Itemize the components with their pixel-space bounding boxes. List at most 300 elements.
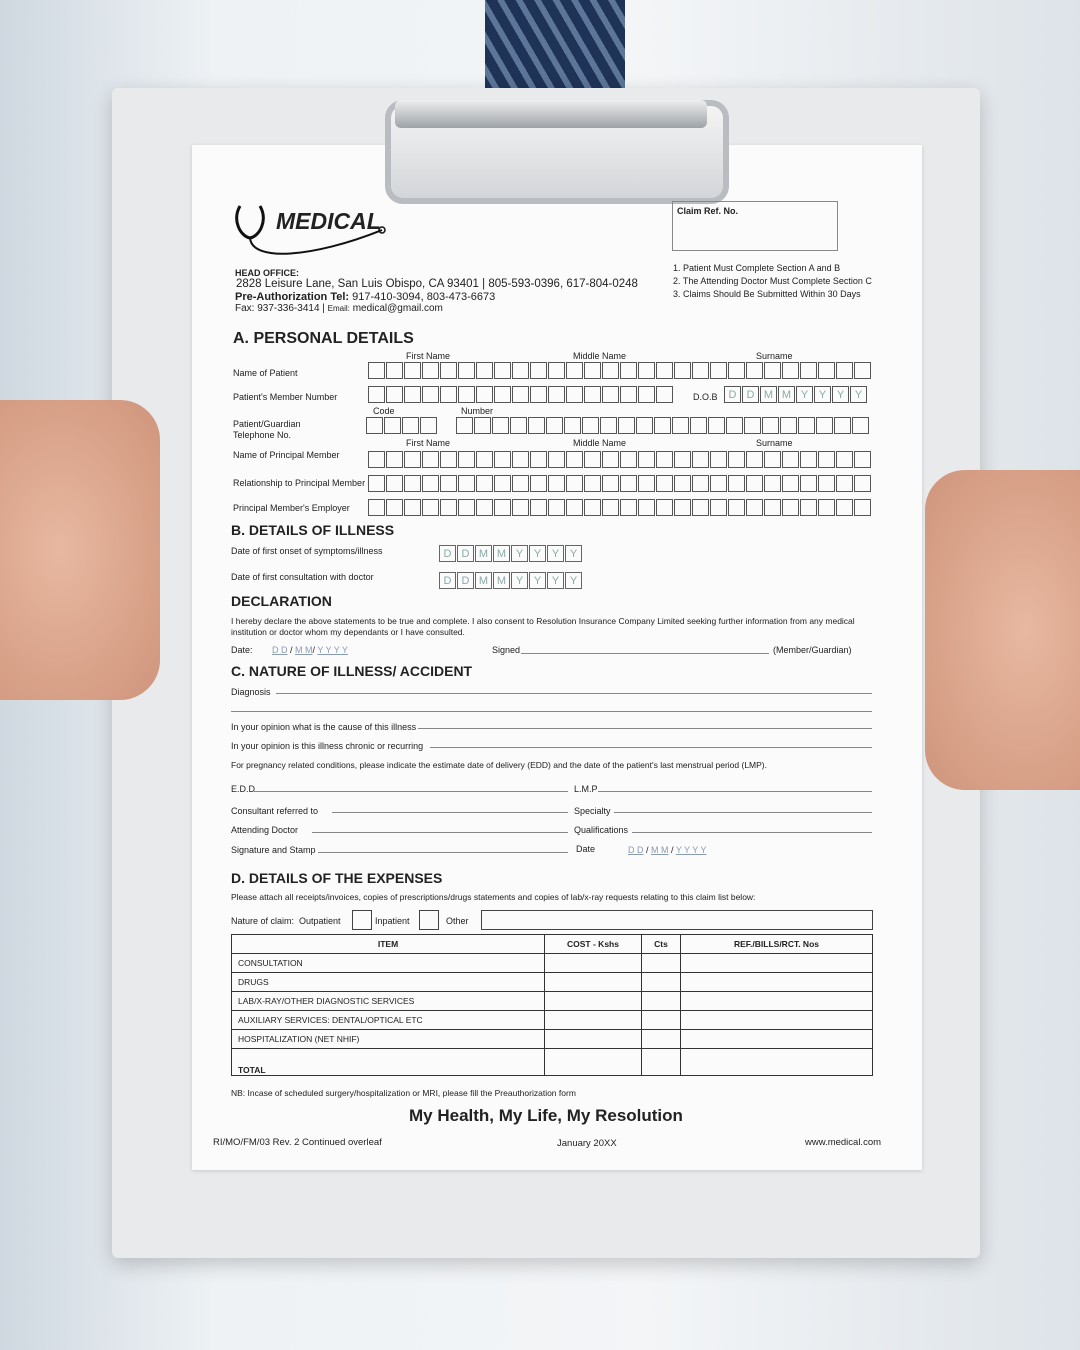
input-box[interactable] <box>618 417 635 434</box>
input-box[interactable] <box>458 475 475 492</box>
outpatient-checkbox[interactable] <box>352 910 372 930</box>
table-row <box>232 973 873 992</box>
input-box[interactable] <box>402 417 419 434</box>
input-box[interactable] <box>728 475 745 492</box>
c-year[interactable]: Y Y Y Y <box>675 845 707 855</box>
onset-date-boxes[interactable] <box>439 545 583 563</box>
attending-line[interactable] <box>312 832 568 833</box>
input-box[interactable] <box>584 451 601 468</box>
consultant-line[interactable] <box>332 812 568 813</box>
input-box[interactable] <box>674 475 691 492</box>
dob-label: D.O.B <box>693 392 718 402</box>
input-box[interactable] <box>636 417 653 434</box>
input-box[interactable] <box>854 499 871 516</box>
input-box[interactable] <box>512 362 529 379</box>
first-name-label-2: First Name <box>406 438 451 448</box>
input-box[interactable] <box>494 451 511 468</box>
input-box[interactable] <box>764 475 781 492</box>
input-box[interactable] <box>494 475 511 492</box>
input-box[interactable] <box>656 475 673 492</box>
input-box[interactable] <box>386 362 403 379</box>
relationship-boxes[interactable] <box>368 475 872 493</box>
input-box[interactable] <box>512 475 529 492</box>
ref-cell[interactable] <box>681 973 873 992</box>
item-cell: HOSPITALIZATION (NET NHIF) <box>232 1030 545 1049</box>
input-box[interactable] <box>782 362 799 379</box>
table-row <box>232 954 873 973</box>
input-box[interactable]: Y <box>529 572 546 589</box>
input-box[interactable] <box>602 386 619 403</box>
input-box[interactable] <box>854 451 871 468</box>
right-hand <box>925 470 1080 790</box>
input-box[interactable] <box>726 417 743 434</box>
note-2: 2. The Attending Doctor Must Complete Section C <box>673 276 872 286</box>
input-box[interactable]: Y <box>511 572 528 589</box>
diagnosis-line[interactable] <box>276 693 872 694</box>
signed-label: Signed <box>492 645 521 655</box>
cost-cell[interactable] <box>545 1030 642 1049</box>
input-box[interactable] <box>674 499 691 516</box>
cts-cell[interactable] <box>642 973 681 992</box>
middle-name-label-2: Middle Name <box>573 438 627 448</box>
input-box[interactable]: D <box>439 545 456 562</box>
input-box[interactable] <box>566 451 583 468</box>
relationship-label: Relationship to Principal Member <box>233 478 366 488</box>
nb-note: NB: Incase of scheduled surgery/hospitalization or MRI, please fill the Preauthorization form <box>231 1088 576 1098</box>
input-box[interactable] <box>620 362 637 379</box>
input-box[interactable] <box>564 417 581 434</box>
input-box[interactable] <box>404 499 421 516</box>
input-box[interactable] <box>800 362 817 379</box>
input-box[interactable] <box>656 499 673 516</box>
table-row <box>232 1011 873 1030</box>
input-box[interactable] <box>656 451 673 468</box>
input-box[interactable] <box>476 386 493 403</box>
input-box[interactable] <box>440 499 457 516</box>
input-box[interactable]: M <box>475 545 492 562</box>
input-box[interactable]: D <box>724 386 741 403</box>
input-box[interactable] <box>746 475 763 492</box>
input-box[interactable] <box>620 499 637 516</box>
input-box[interactable] <box>458 386 475 403</box>
c-day[interactable]: D D <box>628 845 644 855</box>
input-box[interactable] <box>798 417 815 434</box>
note-1: 1. Patient Must Complete Section A and B <box>673 263 841 273</box>
input-box[interactable] <box>422 362 439 379</box>
input-box[interactable] <box>476 362 493 379</box>
input-box[interactable] <box>368 451 385 468</box>
declaration-date-label: Date: <box>231 645 253 655</box>
input-box[interactable]: Y <box>547 545 564 562</box>
input-box[interactable] <box>744 417 761 434</box>
input-box[interactable] <box>582 417 599 434</box>
email: medical@gmail.com <box>352 303 443 314</box>
input-box[interactable] <box>800 475 817 492</box>
input-box[interactable]: Y <box>832 386 849 403</box>
input-box[interactable] <box>602 475 619 492</box>
input-box[interactable] <box>854 362 871 379</box>
col-cost: COST - Kshs <box>545 935 642 954</box>
input-box[interactable] <box>782 475 799 492</box>
cts-cell[interactable] <box>642 1030 681 1049</box>
input-box[interactable] <box>548 451 565 468</box>
input-box[interactable] <box>566 386 583 403</box>
input-box[interactable] <box>510 417 527 434</box>
input-box[interactable] <box>782 451 799 468</box>
input-box[interactable] <box>530 451 547 468</box>
input-box[interactable] <box>386 499 403 516</box>
input-box[interactable] <box>456 417 473 434</box>
input-box[interactable] <box>512 499 529 516</box>
patient-name-label: Name of Patient <box>233 368 298 378</box>
input-box[interactable] <box>476 475 493 492</box>
input-box[interactable] <box>620 475 637 492</box>
dob-boxes[interactable] <box>724 386 868 404</box>
consult-label: Date of first consultation with doctor <box>231 572 374 582</box>
attending-label: Attending Doctor <box>231 825 299 835</box>
input-box[interactable] <box>780 417 797 434</box>
principal-boxes[interactable] <box>368 451 872 469</box>
input-box[interactable] <box>800 499 817 516</box>
input-box[interactable] <box>674 451 691 468</box>
input-box[interactable] <box>548 499 565 516</box>
input-box[interactable]: Y <box>565 572 582 589</box>
input-box[interactable] <box>656 362 673 379</box>
preauth-label: Pre-Authorization Tel: <box>235 291 350 303</box>
declaration-text-2: institution or doctor whom my dependants or I have consulted. <box>231 627 465 637</box>
consult-date-boxes[interactable] <box>439 572 583 590</box>
input-box[interactable] <box>530 475 547 492</box>
input-box[interactable]: Y <box>796 386 813 403</box>
input-box[interactable] <box>366 417 383 434</box>
input-box[interactable] <box>546 417 563 434</box>
other-field[interactable] <box>481 910 873 930</box>
input-box[interactable] <box>692 362 709 379</box>
input-box[interactable] <box>368 386 385 403</box>
tie <box>485 0 625 95</box>
slogan: My Health, My Life, My Resolution <box>409 1106 683 1125</box>
input-box[interactable]: Y <box>814 386 831 403</box>
input-box[interactable] <box>708 417 725 434</box>
input-box[interactable] <box>512 451 529 468</box>
clip-bar <box>395 100 707 128</box>
input-box[interactable] <box>584 386 601 403</box>
input-box[interactable] <box>620 386 637 403</box>
cost-cell[interactable] <box>545 1011 642 1030</box>
member-number-boxes[interactable] <box>368 386 674 404</box>
input-box[interactable] <box>836 499 853 516</box>
number-label: Number <box>461 406 494 416</box>
pregnancy-text: For pregnancy related conditions, please indicate the estimate date of delivery (EDD) and the date of the patient's last menstrual period (LMP). <box>231 760 767 770</box>
input-box[interactable] <box>404 475 421 492</box>
input-box[interactable] <box>690 417 707 434</box>
input-box[interactable]: D <box>742 386 759 403</box>
input-box[interactable]: M <box>760 386 777 403</box>
input-box[interactable] <box>530 362 547 379</box>
input-box[interactable] <box>764 451 781 468</box>
input-box[interactable] <box>672 417 689 434</box>
ref-cell[interactable] <box>681 1030 873 1049</box>
input-box[interactable] <box>620 451 637 468</box>
input-box[interactable]: Y <box>511 545 528 562</box>
day-placeholder[interactable]: D D <box>272 645 288 655</box>
input-box[interactable] <box>476 499 493 516</box>
input-box[interactable] <box>816 417 833 434</box>
input-box[interactable] <box>494 499 511 516</box>
input-box[interactable] <box>420 417 437 434</box>
input-box[interactable] <box>762 417 779 434</box>
chronic-label: In your opinion is this illness chronic or recurring <box>231 741 424 751</box>
email-label: Email: <box>327 304 350 313</box>
qualifications-line[interactable] <box>632 832 872 833</box>
input-box[interactable] <box>584 475 601 492</box>
input-box[interactable] <box>368 499 385 516</box>
input-box[interactable] <box>746 451 763 468</box>
ref-cell[interactable] <box>681 1011 873 1030</box>
tel-number-boxes[interactable] <box>456 417 870 435</box>
signature-line[interactable] <box>521 653 769 654</box>
input-box[interactable] <box>710 475 727 492</box>
input-box[interactable] <box>818 362 835 379</box>
input-box[interactable]: M <box>475 572 492 589</box>
input-box[interactable] <box>600 417 617 434</box>
section-b-title: B. DETAILS OF ILLNESS <box>231 522 395 538</box>
input-box[interactable] <box>638 386 655 403</box>
item-cell: LAB/X-RAY/OTHER DIAGNOSTIC SERVICES <box>232 992 545 1011</box>
table-row <box>232 992 873 1011</box>
input-box[interactable] <box>818 451 835 468</box>
input-box[interactable] <box>494 362 511 379</box>
input-box[interactable] <box>548 386 565 403</box>
input-box[interactable] <box>800 451 817 468</box>
table-row <box>232 1030 873 1049</box>
surname-label: Surname <box>756 351 793 361</box>
lmp-line[interactable] <box>598 791 872 792</box>
input-box[interactable] <box>440 475 457 492</box>
input-box[interactable] <box>440 451 457 468</box>
consultant-label: Consultant referred to <box>231 806 319 816</box>
input-box[interactable] <box>746 499 763 516</box>
input-box[interactable]: D <box>457 545 474 562</box>
input-box[interactable] <box>422 451 439 468</box>
section-d-title: D. DETAILS OF THE EXPENSES <box>231 870 443 886</box>
address: 2828 Leisure Lane, San Luis Obispo, CA 93401 | 805-593-0396, 617-804-0248 <box>236 278 638 290</box>
input-box[interactable] <box>384 417 401 434</box>
input-box[interactable]: M <box>778 386 795 403</box>
c-date-label: Date <box>576 844 596 854</box>
input-box[interactable] <box>728 451 745 468</box>
input-box[interactable] <box>854 475 871 492</box>
telephone-label: Patient/Guardian <box>233 419 301 429</box>
cts-cell[interactable] <box>642 1049 681 1076</box>
fax: Fax: 937-336-3414 | <box>235 303 325 314</box>
input-box[interactable] <box>836 451 853 468</box>
input-box[interactable] <box>492 417 509 434</box>
input-box[interactable] <box>584 499 601 516</box>
input-box[interactable] <box>548 475 565 492</box>
input-box[interactable] <box>566 362 583 379</box>
declaration-title: DECLARATION <box>231 593 332 609</box>
chronic-line[interactable] <box>430 747 872 748</box>
input-box[interactable] <box>638 475 655 492</box>
input-box[interactable] <box>458 362 475 379</box>
input-box[interactable] <box>692 499 709 516</box>
declaration-text-1: I hereby declare the above statements to be true and complete. I also consent to Resolution Insurance Company Limited seeking further information from any medical <box>231 616 855 626</box>
input-box[interactable] <box>530 499 547 516</box>
input-box[interactable] <box>728 499 745 516</box>
input-box[interactable] <box>834 417 851 434</box>
input-box[interactable] <box>440 386 457 403</box>
nature-label: Nature of claim: <box>231 916 295 926</box>
input-box[interactable] <box>458 499 475 516</box>
other-label: Other <box>446 916 469 926</box>
edd-label: E.D.D <box>231 784 256 794</box>
input-box[interactable] <box>654 417 671 434</box>
input-box[interactable]: M <box>493 572 510 589</box>
lmp-label: L.M.P <box>574 784 598 794</box>
input-box[interactable] <box>404 386 421 403</box>
input-box[interactable] <box>386 451 403 468</box>
specialty-line[interactable] <box>614 812 872 813</box>
d-instructions: Please attach all receipts/invoices, copies of prescriptions/drugs statements and copies of lab/x-ray requests relating to this claim list below: <box>231 892 756 902</box>
input-box[interactable] <box>602 362 619 379</box>
principal-label: Name of Principal Member <box>233 450 340 460</box>
cause-label: In your opinion what is the cause of this illness <box>231 722 417 732</box>
preauth-phone: 917-410-3094, 803-473-6673 <box>352 291 496 303</box>
cost-cell[interactable] <box>545 954 642 973</box>
input-box[interactable] <box>422 386 439 403</box>
outpatient-label: Outpatient <box>299 916 341 926</box>
input-box[interactable] <box>548 362 565 379</box>
signature-stamp-label: Signature and Stamp <box>231 845 316 855</box>
input-box[interactable]: Y <box>547 572 564 589</box>
member-number-label: Patient's Member Number <box>233 392 338 402</box>
input-box[interactable] <box>528 417 545 434</box>
input-box[interactable]: M <box>493 545 510 562</box>
input-box[interactable]: Y <box>565 545 582 562</box>
expenses-table <box>231 934 873 1076</box>
employer-label: Principal Member's Employer <box>233 503 350 513</box>
ref-cell[interactable] <box>681 992 873 1011</box>
input-box[interactable] <box>566 475 583 492</box>
inpatient-checkbox[interactable] <box>419 910 439 930</box>
tel-code-boxes[interactable] <box>366 417 438 435</box>
input-box[interactable] <box>476 451 493 468</box>
col-cts: Cts <box>642 935 681 954</box>
input-box[interactable] <box>404 451 421 468</box>
cause-line[interactable] <box>418 728 872 729</box>
input-box[interactable] <box>422 499 439 516</box>
claim-ref-field[interactable] <box>672 201 838 251</box>
input-box[interactable]: Y <box>850 386 867 403</box>
section-a-title: A. PERSONAL DETAILS <box>233 330 414 347</box>
input-box[interactable] <box>638 362 655 379</box>
cost-cell[interactable] <box>545 1049 642 1076</box>
input-box[interactable] <box>710 451 727 468</box>
website[interactable]: www.medical.com <box>805 1137 882 1148</box>
input-box[interactable] <box>728 362 745 379</box>
signature-stamp-line[interactable] <box>318 852 568 853</box>
cts-cell[interactable] <box>642 992 681 1011</box>
input-box[interactable] <box>764 362 781 379</box>
section-c-title: C. NATURE OF ILLNESS/ ACCIDENT <box>231 663 473 679</box>
input-box[interactable] <box>422 475 439 492</box>
input-box[interactable] <box>746 362 763 379</box>
month-placeholder[interactable]: M M <box>295 645 313 655</box>
input-box[interactable] <box>602 451 619 468</box>
input-box[interactable]: Y <box>529 545 546 562</box>
input-box[interactable] <box>836 475 853 492</box>
input-box[interactable]: D <box>457 572 474 589</box>
input-box[interactable] <box>368 475 385 492</box>
input-box[interactable] <box>852 417 869 434</box>
input-box[interactable] <box>584 362 601 379</box>
input-box[interactable] <box>458 451 475 468</box>
col-item: ITEM <box>232 935 545 954</box>
input-box[interactable] <box>674 362 691 379</box>
input-box[interactable] <box>764 499 781 516</box>
input-box[interactable]: D <box>439 572 456 589</box>
item-cell: DRUGS <box>232 973 545 992</box>
cts-cell[interactable] <box>642 954 681 973</box>
input-box[interactable] <box>386 386 403 403</box>
year-placeholder[interactable]: Y Y Y Y <box>317 645 348 655</box>
edd-line[interactable] <box>254 791 568 792</box>
input-box[interactable] <box>782 499 799 516</box>
ref-cell[interactable] <box>681 954 873 973</box>
table-row <box>232 1049 873 1076</box>
input-box[interactable] <box>474 417 491 434</box>
input-box[interactable] <box>692 451 709 468</box>
onset-label: Date of first onset of symptoms/illness <box>231 546 383 556</box>
patient-name-boxes[interactable] <box>368 362 872 380</box>
input-box[interactable] <box>818 475 835 492</box>
input-box[interactable] <box>512 386 529 403</box>
input-box[interactable] <box>386 475 403 492</box>
input-box[interactable] <box>638 451 655 468</box>
input-box[interactable] <box>530 386 547 403</box>
cts-cell[interactable] <box>642 1011 681 1030</box>
input-box[interactable] <box>440 362 457 379</box>
telephone-label-2: Telephone No. <box>233 430 292 440</box>
input-box[interactable] <box>602 499 619 516</box>
input-box[interactable] <box>566 499 583 516</box>
input-box[interactable] <box>494 386 511 403</box>
employer-boxes[interactable] <box>368 499 872 517</box>
c-month[interactable]: M M <box>651 845 669 855</box>
input-box[interactable] <box>836 362 853 379</box>
input-box[interactable] <box>818 499 835 516</box>
cost-cell[interactable] <box>545 973 642 992</box>
middle-name-label: Middle Name <box>573 351 627 361</box>
input-box[interactable] <box>404 362 421 379</box>
cost-cell[interactable] <box>545 992 642 1011</box>
form-date: January 20XX <box>557 1138 617 1149</box>
diagnosis-line-2[interactable] <box>231 711 872 712</box>
logo-text: MEDICAL <box>276 208 381 234</box>
item-cell: CONSULTATION <box>232 954 545 973</box>
input-box[interactable] <box>368 362 385 379</box>
member-guardian-label: (Member/Guardian) <box>773 645 852 655</box>
input-box[interactable] <box>638 499 655 516</box>
input-box[interactable] <box>692 475 709 492</box>
input-box[interactable] <box>710 499 727 516</box>
input-box[interactable] <box>710 362 727 379</box>
diagnosis-label: Diagnosis <box>231 687 271 697</box>
ref-cell[interactable] <box>681 1049 873 1076</box>
input-box[interactable] <box>656 386 673 403</box>
col-ref: REF./BILLS/RCT. Nos <box>681 935 873 954</box>
